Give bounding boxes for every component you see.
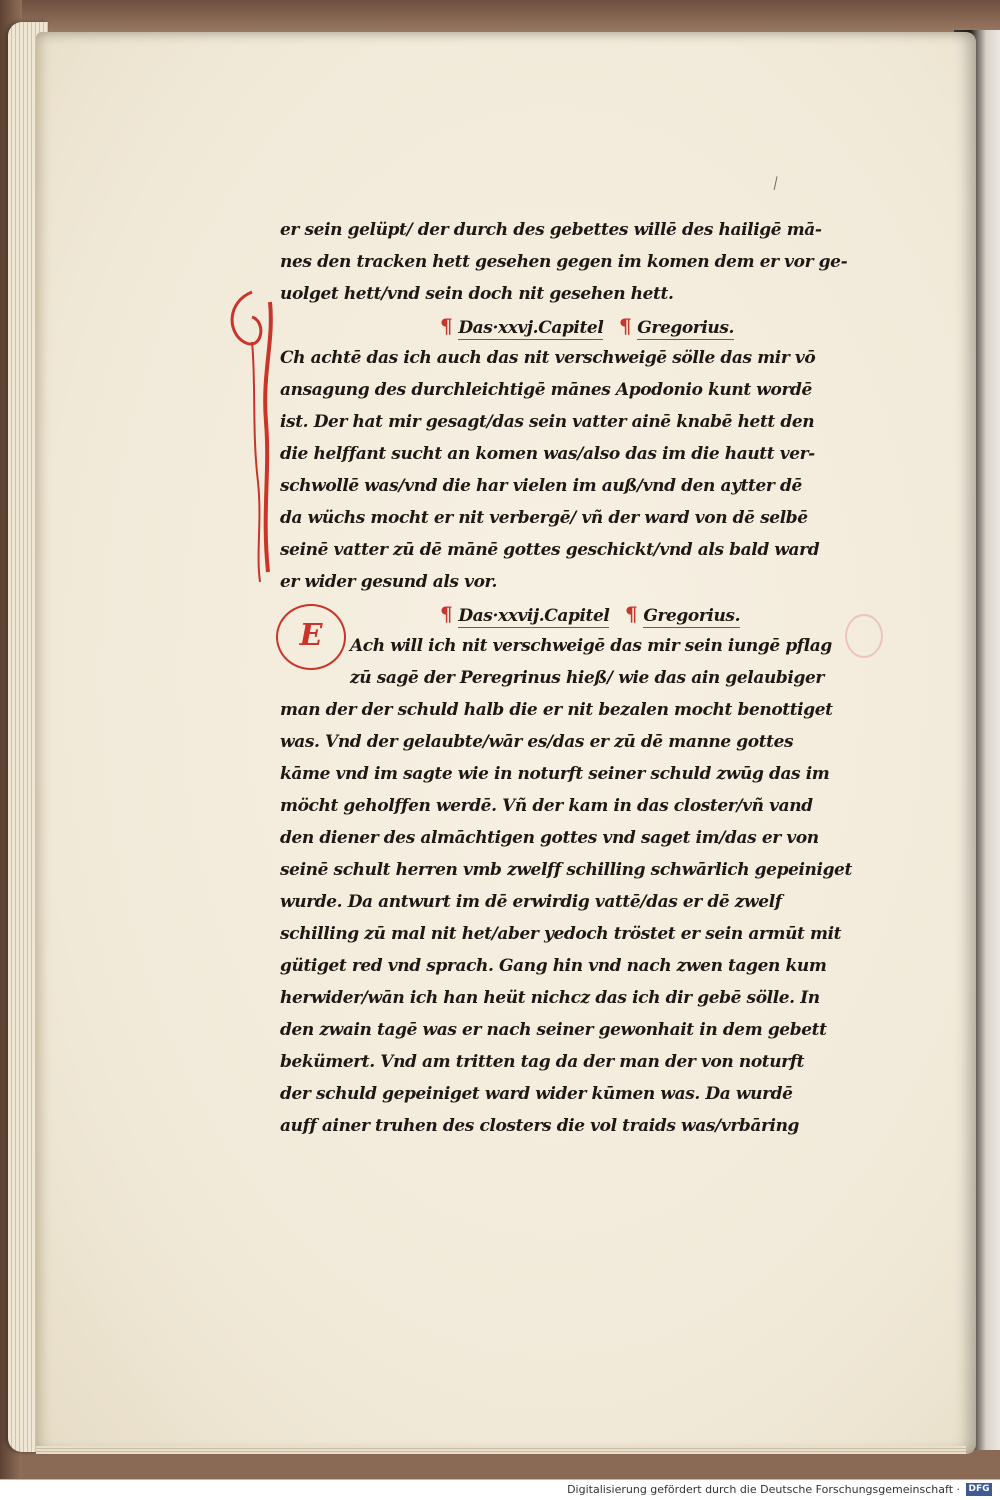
rubric-mark: ¶: [440, 314, 453, 338]
text-line: Ch achtē das ich auch das nit verschweigē sölle das mir vō: [280, 348, 816, 368]
text-line: den zwain tagē was er nach seiner gewonhait in dem gebett: [280, 1020, 827, 1040]
text-line: man der der schuld halb die er nit bezalen mocht benottiget: [280, 700, 833, 720]
text-line: nes den tracken hett gesehen gegen im komen dem er vor ge-: [280, 252, 848, 272]
red-initial-e: E: [276, 604, 346, 670]
text-line: schwollē was/vnd die har vielen im auß/vnd den aytter dē: [280, 476, 802, 496]
text-line: die helffant sucht an komen was/also das im die hautt ver-: [280, 444, 815, 464]
text-line: Ach will ich nit verschweigē das mir sein iungē pflag: [350, 636, 832, 656]
text-line: er sein gelüpt/ der durch des gebettes willē des hailigē mā-: [280, 220, 822, 240]
chapter-author: Gregorius.: [643, 606, 741, 626]
text-line: möcht geholffen werdē. Vñ der kam in das closter/vñ vand: [280, 796, 813, 816]
rubric-mark: ¶: [440, 602, 453, 626]
dfg-logo[interactable]: DFG: [966, 1483, 992, 1496]
footer-bar: [0, 1479, 1000, 1500]
text-line: den diener des almāchtigen gottes vnd saget im/das er von: [280, 828, 819, 848]
text-line: zū sagē der Peregrinus hieß/ wie das ain gelaubiger: [350, 668, 824, 688]
chapter-title: Das·xxvj.Capitel: [458, 318, 604, 338]
text-line: ansagung des durchleichtigē mānes Apodonio kunt wordē: [280, 380, 812, 400]
text-line: gütiget red vnd sprach. Gang hin vnd nach zwen tagen kum: [280, 956, 827, 976]
rubric-mark: ¶: [618, 314, 632, 338]
text-line: uolget hett/vnd sein doch nit gesehen hett.: [280, 284, 674, 304]
text-line: der schuld gepeiniget ward wider kūmen was. Da wurdē: [280, 1084, 793, 1104]
red-initial-i-icon: [222, 282, 282, 592]
text-line: was. Vnd der gelaubte/wār es/das er zū dē manne gottes: [280, 732, 794, 752]
text-line: ist. Der hat mir gesagt/das sein vatter ainē knabē hett den: [280, 412, 815, 432]
text-column: [280, 214, 860, 1142]
chapter-title: Das·xxvij.Capitel: [458, 606, 610, 626]
text-line: bekümert. Vnd am tritten tag da der man der von noturft: [280, 1052, 805, 1072]
text-line: wurde. Da antwurt im dē erwirdig vattē/das er dē zwelf: [280, 892, 782, 912]
funding-credit: Digitalisierung gefördert durch die Deutsche Forschungsgemeinschaft ·: [567, 1483, 960, 1496]
text-line: schilling zū mal nit het/aber yedoch tröstet er sein armūt mit: [280, 924, 842, 944]
page-bottom-edges: [36, 1446, 966, 1454]
chapter-author: Gregorius.: [637, 318, 735, 338]
text-line: da wüchs mocht er nit verbergē/ vñ der ward von dē selbē: [280, 508, 808, 528]
chapter-heading-2: [280, 598, 860, 630]
text-line: seinē vatter zū dē mānē gottes geschickt/vnd als bald ward: [280, 540, 820, 560]
rubric-mark: ¶: [625, 602, 638, 626]
text-line: herwider/wān ich han heüt nichcz das ich dir gebē sölle. In: [280, 988, 820, 1008]
chapter-heading-1: [280, 310, 860, 342]
text-line: kāme vnd im sagte wie in noturft seiner schuld zwūg das im: [280, 764, 830, 784]
text-line: er wider gesund als vor.: [280, 572, 498, 592]
text-line: auff ainer truhen des closters die vol traids was/vrbāring: [280, 1116, 800, 1136]
text-line: seinē schult herren vmb zwelff schilling schwārlich gepeiniget: [280, 860, 852, 880]
